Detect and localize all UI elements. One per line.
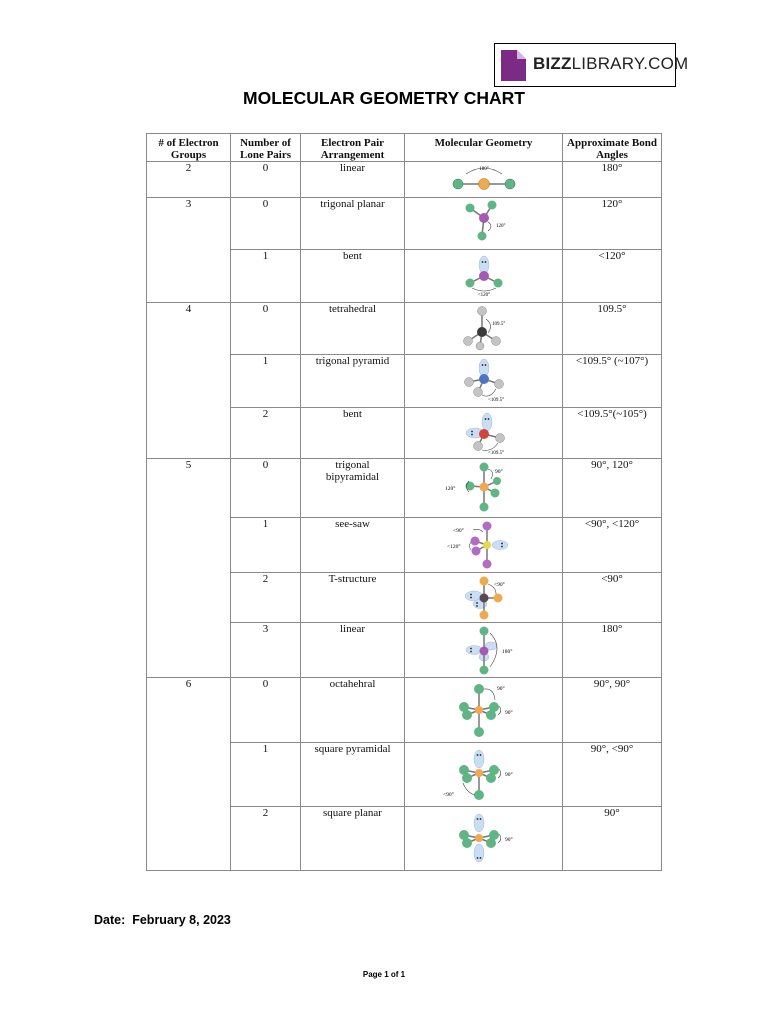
table-row — [147, 198, 662, 250]
angle-note: 109.5° — [491, 322, 505, 327]
trigonal-planar-molecule-icon — [444, 200, 524, 244]
bent-molecule-icon — [444, 252, 524, 298]
angles-cell: <109.5° (~107°) — [563, 355, 662, 408]
arrangement-cell: trigonal pyramid — [301, 355, 405, 408]
angle-note: <109.5° — [487, 398, 504, 403]
table-row — [147, 678, 662, 743]
group-cell: 4 — [147, 303, 231, 459]
angle-note: 90° — [504, 772, 513, 778]
page-title: MOLECULAR GEOMETRY CHART — [243, 88, 525, 108]
angles-cell: <90°, <120° — [563, 518, 662, 573]
arrangement-cell: linear — [301, 162, 405, 198]
arrangement-cell: see-saw — [301, 518, 405, 573]
angles-cell: 90° — [563, 807, 662, 871]
arrangement-cell: square planar — [301, 807, 405, 871]
geometry-cell — [405, 198, 563, 250]
lone-pairs-cell: 0 — [231, 198, 301, 250]
arrangement-cell: trigonal planar — [301, 198, 405, 250]
lone-pairs-cell: 1 — [231, 743, 301, 807]
table-row — [147, 303, 662, 355]
lone-pairs-cell: 1 — [231, 518, 301, 573]
angle-note: 90° — [504, 710, 513, 716]
linear-molecule-icon — [444, 164, 524, 194]
geometry-cell — [405, 573, 563, 623]
square-pyramidal-molecule-icon — [439, 745, 529, 803]
lone-pairs-cell: 2 — [231, 573, 301, 623]
angle-note: 90° — [504, 837, 513, 843]
angles-cell: <109.5°(~105°) — [563, 408, 662, 459]
lone-pairs-cell: 0 — [231, 678, 301, 743]
geometry-cell — [405, 355, 563, 408]
geometry-cell — [405, 807, 563, 871]
angle-note: <90° — [442, 792, 454, 798]
lone-pairs-cell: 1 — [231, 355, 301, 408]
t-shaped-molecule-icon — [444, 575, 524, 621]
table-row — [147, 162, 662, 198]
lone-pairs-cell: 2 — [231, 807, 301, 871]
header-lone-pairs: Number of Lone Pairs — [231, 134, 301, 162]
arrangement-cell: bent — [301, 408, 405, 459]
square-planar-molecule-icon — [439, 809, 529, 867]
arrangement-cell: T-structure — [301, 573, 405, 623]
geometry-cell — [405, 743, 563, 807]
angle-note: 120° — [495, 224, 505, 229]
geometry-cell — [405, 459, 563, 518]
logo-text: BIZZLIBRARY.COM — [533, 54, 689, 73]
geometry-cell — [405, 250, 563, 303]
see-saw-molecule-icon — [439, 520, 529, 570]
geometry-cell — [405, 408, 563, 459]
table-row — [147, 459, 662, 518]
angles-cell: 180° — [563, 162, 662, 198]
group-cell: 3 — [147, 198, 231, 303]
geometry-cell — [405, 303, 563, 355]
angles-cell: 120° — [563, 198, 662, 250]
geometry-cell — [405, 518, 563, 573]
angles-cell: 109.5° — [563, 303, 662, 355]
geometry-cell — [405, 678, 563, 743]
lone-pairs-cell: 0 — [231, 303, 301, 355]
bent-tetrahedral-molecule-icon — [444, 410, 524, 456]
angle-note: 90° — [494, 469, 503, 475]
molecular-geometry-table — [146, 133, 662, 871]
angle-note: <120° — [446, 544, 461, 550]
angle-note: 90° — [496, 686, 505, 692]
trigonal-bipyramidal-molecule-icon — [439, 461, 529, 513]
linear-trigonal-bipyramid-molecule-icon — [444, 625, 524, 675]
angles-cell: <90° — [563, 573, 662, 623]
angle-note: 120° — [444, 486, 455, 492]
bizzlibrary-logo[interactable] — [494, 43, 689, 87]
group-cell: 6 — [147, 678, 231, 871]
header-angles: Approximate Bond Angles — [563, 134, 662, 162]
angle-note: 180° — [478, 167, 489, 172]
arrangement-cell: octahehral — [301, 678, 405, 743]
geometry-cell — [405, 623, 563, 678]
header-geometry: Molecular Geometry — [405, 134, 563, 162]
lone-pairs-cell: 0 — [231, 459, 301, 518]
header-electron-groups: # of Electron Groups — [147, 134, 231, 162]
group-cell: 2 — [147, 162, 231, 198]
arrangement-cell: bent — [301, 250, 405, 303]
arrangement-cell: linear — [301, 623, 405, 678]
arrangement-cell: square pyramidal — [301, 743, 405, 807]
angle-note: 180° — [501, 649, 512, 655]
tetrahedral-molecule-icon — [444, 305, 524, 351]
angle-note: <109.5° — [487, 451, 504, 456]
trigonal-pyramid-molecule-icon — [444, 357, 524, 403]
table-header-row — [147, 134, 662, 162]
document-date: Date: February 8, 2023 — [94, 913, 231, 927]
angle-note: <120° — [477, 293, 490, 298]
lone-pairs-cell: 3 — [231, 623, 301, 678]
header-arrangement: Electron Pair Arrangement — [301, 134, 405, 162]
angle-note: <90° — [452, 528, 464, 534]
angles-cell: 90°, 120° — [563, 459, 662, 518]
lone-pairs-cell: 2 — [231, 408, 301, 459]
lone-pairs-cell: 1 — [231, 250, 301, 303]
page-number: Page 1 of 1 — [362, 970, 406, 979]
lone-pairs-cell: 0 — [231, 162, 301, 198]
octahedral-molecule-icon — [439, 680, 529, 738]
angles-cell: 90°, <90° — [563, 743, 662, 807]
document-logo-icon — [499, 49, 527, 82]
angles-cell: 90°, 90° — [563, 678, 662, 743]
angle-note: <90° — [493, 582, 505, 588]
arrangement-cell: trigonal bipyramidal — [301, 459, 405, 518]
geometry-cell — [405, 162, 563, 198]
arrangement-cell: tetrahedral — [301, 303, 405, 355]
angles-cell: 180° — [563, 623, 662, 678]
angles-cell: <120° — [563, 250, 662, 303]
group-cell: 5 — [147, 459, 231, 678]
